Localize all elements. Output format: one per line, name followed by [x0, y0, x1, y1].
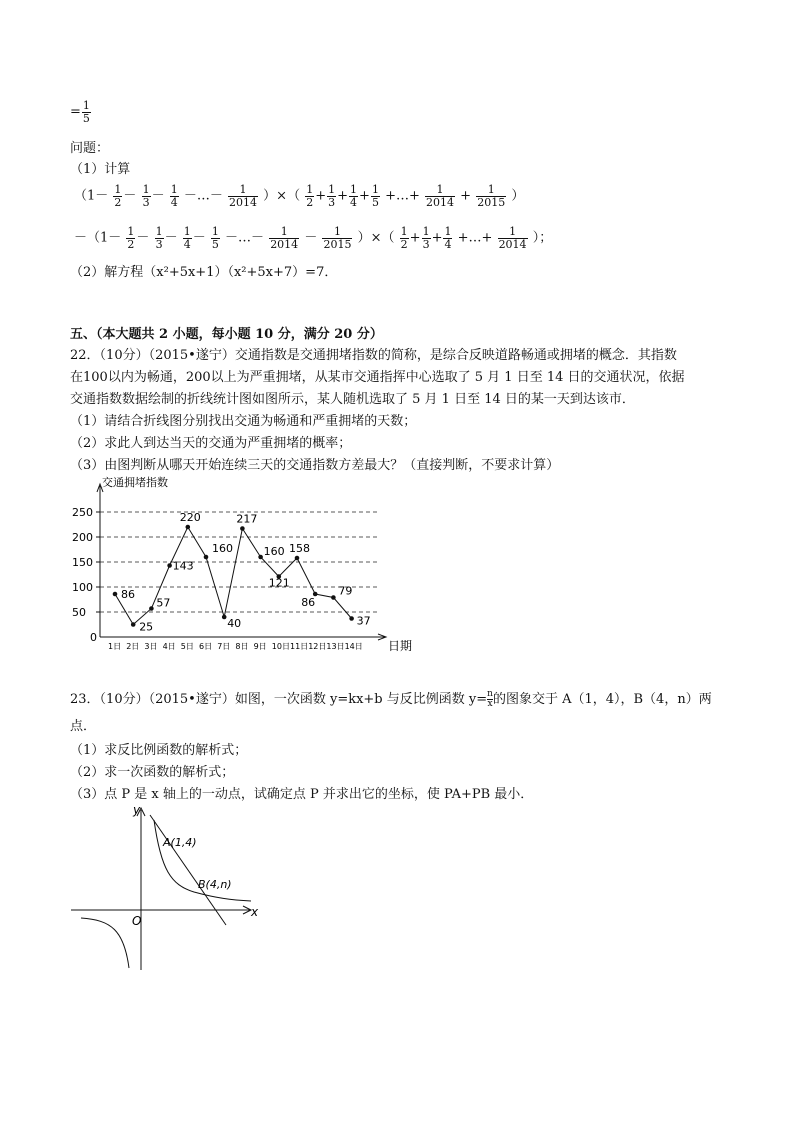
section-heading: 五、（本大题共 2 小题，每小题 10 分，满分 20 分） — [70, 327, 383, 342]
chart-data-point — [131, 622, 136, 627]
chart-x-tick-label: 10日 — [271, 642, 290, 651]
chart-data-label: 37 — [356, 614, 371, 628]
chart-data-label: 160 — [263, 545, 285, 558]
chart-data-label: 25 — [139, 620, 154, 634]
p22-sub-2: （2）求此人到达当天的交通为严重拥堵的概率； — [70, 436, 352, 451]
chart-data-point — [113, 592, 118, 597]
chart-data-point — [222, 615, 227, 620]
p22-sub-3: （3）由图判断从哪天开始连续三天的交通指数方差最大？（直接判断，不要求计算） — [70, 458, 560, 473]
chart-x-tick-label: 14日 — [344, 642, 363, 651]
p22-line-2: 在100以内为畅通，200以上为严重拥堵，从某市交通指挥中心选取了 5 月 1 日至 14 日的交通状况，依据 — [70, 370, 685, 385]
chart-x-label: 日期 — [388, 639, 413, 653]
p23-line-1: 23．（10分）（2015•遂宁）如图，一次函数 y=kx+b 与反比例函数 y= $\frac{n}{x}$ 的图象交于 A（1，4），B（4，n）两 — [70, 689, 712, 709]
chart-data-label: 160 — [212, 542, 233, 555]
chart-data-label: 57 — [156, 596, 171, 610]
chart-data-label: 79 — [338, 584, 353, 598]
chart-data-label: 86 — [121, 588, 135, 601]
p22-line-3: 交通指数数据绘制的折线统计图如图所示，某人随机选取了 5 月 1 日至 14 日的某一天到达该市． — [70, 392, 635, 407]
chart-data-label: 217 — [236, 512, 258, 526]
expression-line-2: －（1－ $\frac{1}{2}$ － $\frac{1}{3}$ － $\frac{1}{4}$ － $\frac{1}{5}$ －…－ $\frac{1}{2014}$ － $\frac{1}{2015}$ ）×（ $\frac{1}{2}$ + $\frac{1}{3}$ + $\frac{1}{4}$ +…+ $\frac{1}{2014}$ ）； — [74, 225, 553, 251]
chart-x-tick-label: 8日 — [235, 642, 249, 651]
chart-data-point — [149, 606, 154, 611]
chart-y-tick-label: 0 — [90, 631, 97, 644]
chart-x-tick-label: 1日 — [108, 642, 122, 651]
p23-sub-2: （2）求一次函数的解析式； — [70, 765, 235, 780]
p23-sub-3: （3）点 P 是 x 轴上的一动点，试确定点 P 并求出它的坐标，使 PA+PB 最小． — [70, 787, 534, 802]
chart-y-tick-label: 250 — [72, 506, 93, 519]
chart-x-tick-label: 12日 — [308, 642, 327, 651]
chart-data-point — [258, 555, 263, 560]
p22-sub-1: （1）请结合折线图分别找出交通为畅通和严重拥堵的天数； — [70, 414, 417, 429]
hyperbola-branch-third — [81, 918, 129, 968]
chart-data-point — [204, 555, 209, 560]
chart-x-tick-label: 6日 — [199, 642, 213, 651]
chart-data-label: 86 — [301, 596, 316, 609]
q1-label: （1）计算 — [70, 162, 131, 177]
chart-y-tick-label: 200 — [72, 531, 93, 544]
point-b-label: B(4,n) — [198, 878, 232, 891]
q2-equation: （2）解方程（x²+5x+1）（x²+5x+7）=7． — [70, 265, 338, 280]
fraction-n-over-x: $\frac{n}{x}$ — [487, 689, 493, 709]
chart-data-label: 121 — [268, 576, 290, 590]
chart-x-tick-label: 3日 — [144, 642, 158, 651]
p22-line-1: 22．（10分）（2015•遂宁）交通指数是交通拥堵指数的简称，是综合反映道路畅通或拥堵的概念．其指数 — [70, 348, 677, 363]
y-axis-label: y — [133, 803, 141, 817]
origin-label: O — [132, 914, 142, 928]
chart-data-label: 40 — [227, 617, 242, 630]
chart-data-point — [295, 556, 300, 561]
chart-data-label: 220 — [179, 511, 201, 524]
chart-x-tick-label: 9日 — [253, 642, 267, 651]
chart-data-label: 158 — [289, 542, 310, 555]
intro-equals-fraction: = $\frac{1}{5}$ — [70, 99, 90, 125]
question-label: 问题： — [70, 141, 110, 156]
function-graph — [66, 800, 266, 975]
chart-title: 交通拥堵指数 — [102, 476, 168, 489]
fraction: $\frac{1}{5}$ — [82, 99, 90, 125]
chart-x-tick-label: 13日 — [326, 642, 345, 651]
chart-data-point — [349, 616, 354, 621]
chart-x-tick-label: 5日 — [180, 642, 194, 651]
chart-y-tick-label: 100 — [72, 581, 93, 594]
chart-data-label: 143 — [172, 559, 194, 573]
chart-x-tick-label: 7日 — [217, 642, 231, 651]
traffic-index-line-chart — [60, 472, 420, 657]
chart-data-point — [331, 595, 336, 600]
chart-x-tick-label: 4日 — [162, 642, 176, 651]
chart-data-point — [240, 526, 245, 531]
p23-sub-1: （1）求反比例函数的解析式； — [70, 743, 248, 758]
p23-line-2: 点． — [70, 719, 97, 734]
chart-y-tick-label: 150 — [72, 556, 93, 569]
expression-line-1: （1－ $\frac{1}{2}$ － $\frac{1}{3}$ － $\frac{1}{4}$ －…－ $\frac{1}{2014}$ ）×（ $\frac{1}{2}$ + $\frac{1}{3}$ + $\frac{1}{4}$ + $\frac{1}{5}$ +…+ $\frac{1}{2014}$ + $\frac{1}{2015}$ ） — [74, 183, 525, 209]
chart-x-tick-label: 11日 — [290, 642, 309, 651]
chart-data-point — [167, 563, 172, 568]
chart-y-tick-label: 50 — [72, 606, 86, 619]
point-a-label: A(1,4) — [163, 836, 197, 849]
chart-x-tick-label: 2日 — [126, 642, 140, 651]
x-axis-label: x — [251, 905, 259, 919]
linear-function-line — [150, 815, 226, 925]
chart-data-point — [186, 525, 191, 530]
